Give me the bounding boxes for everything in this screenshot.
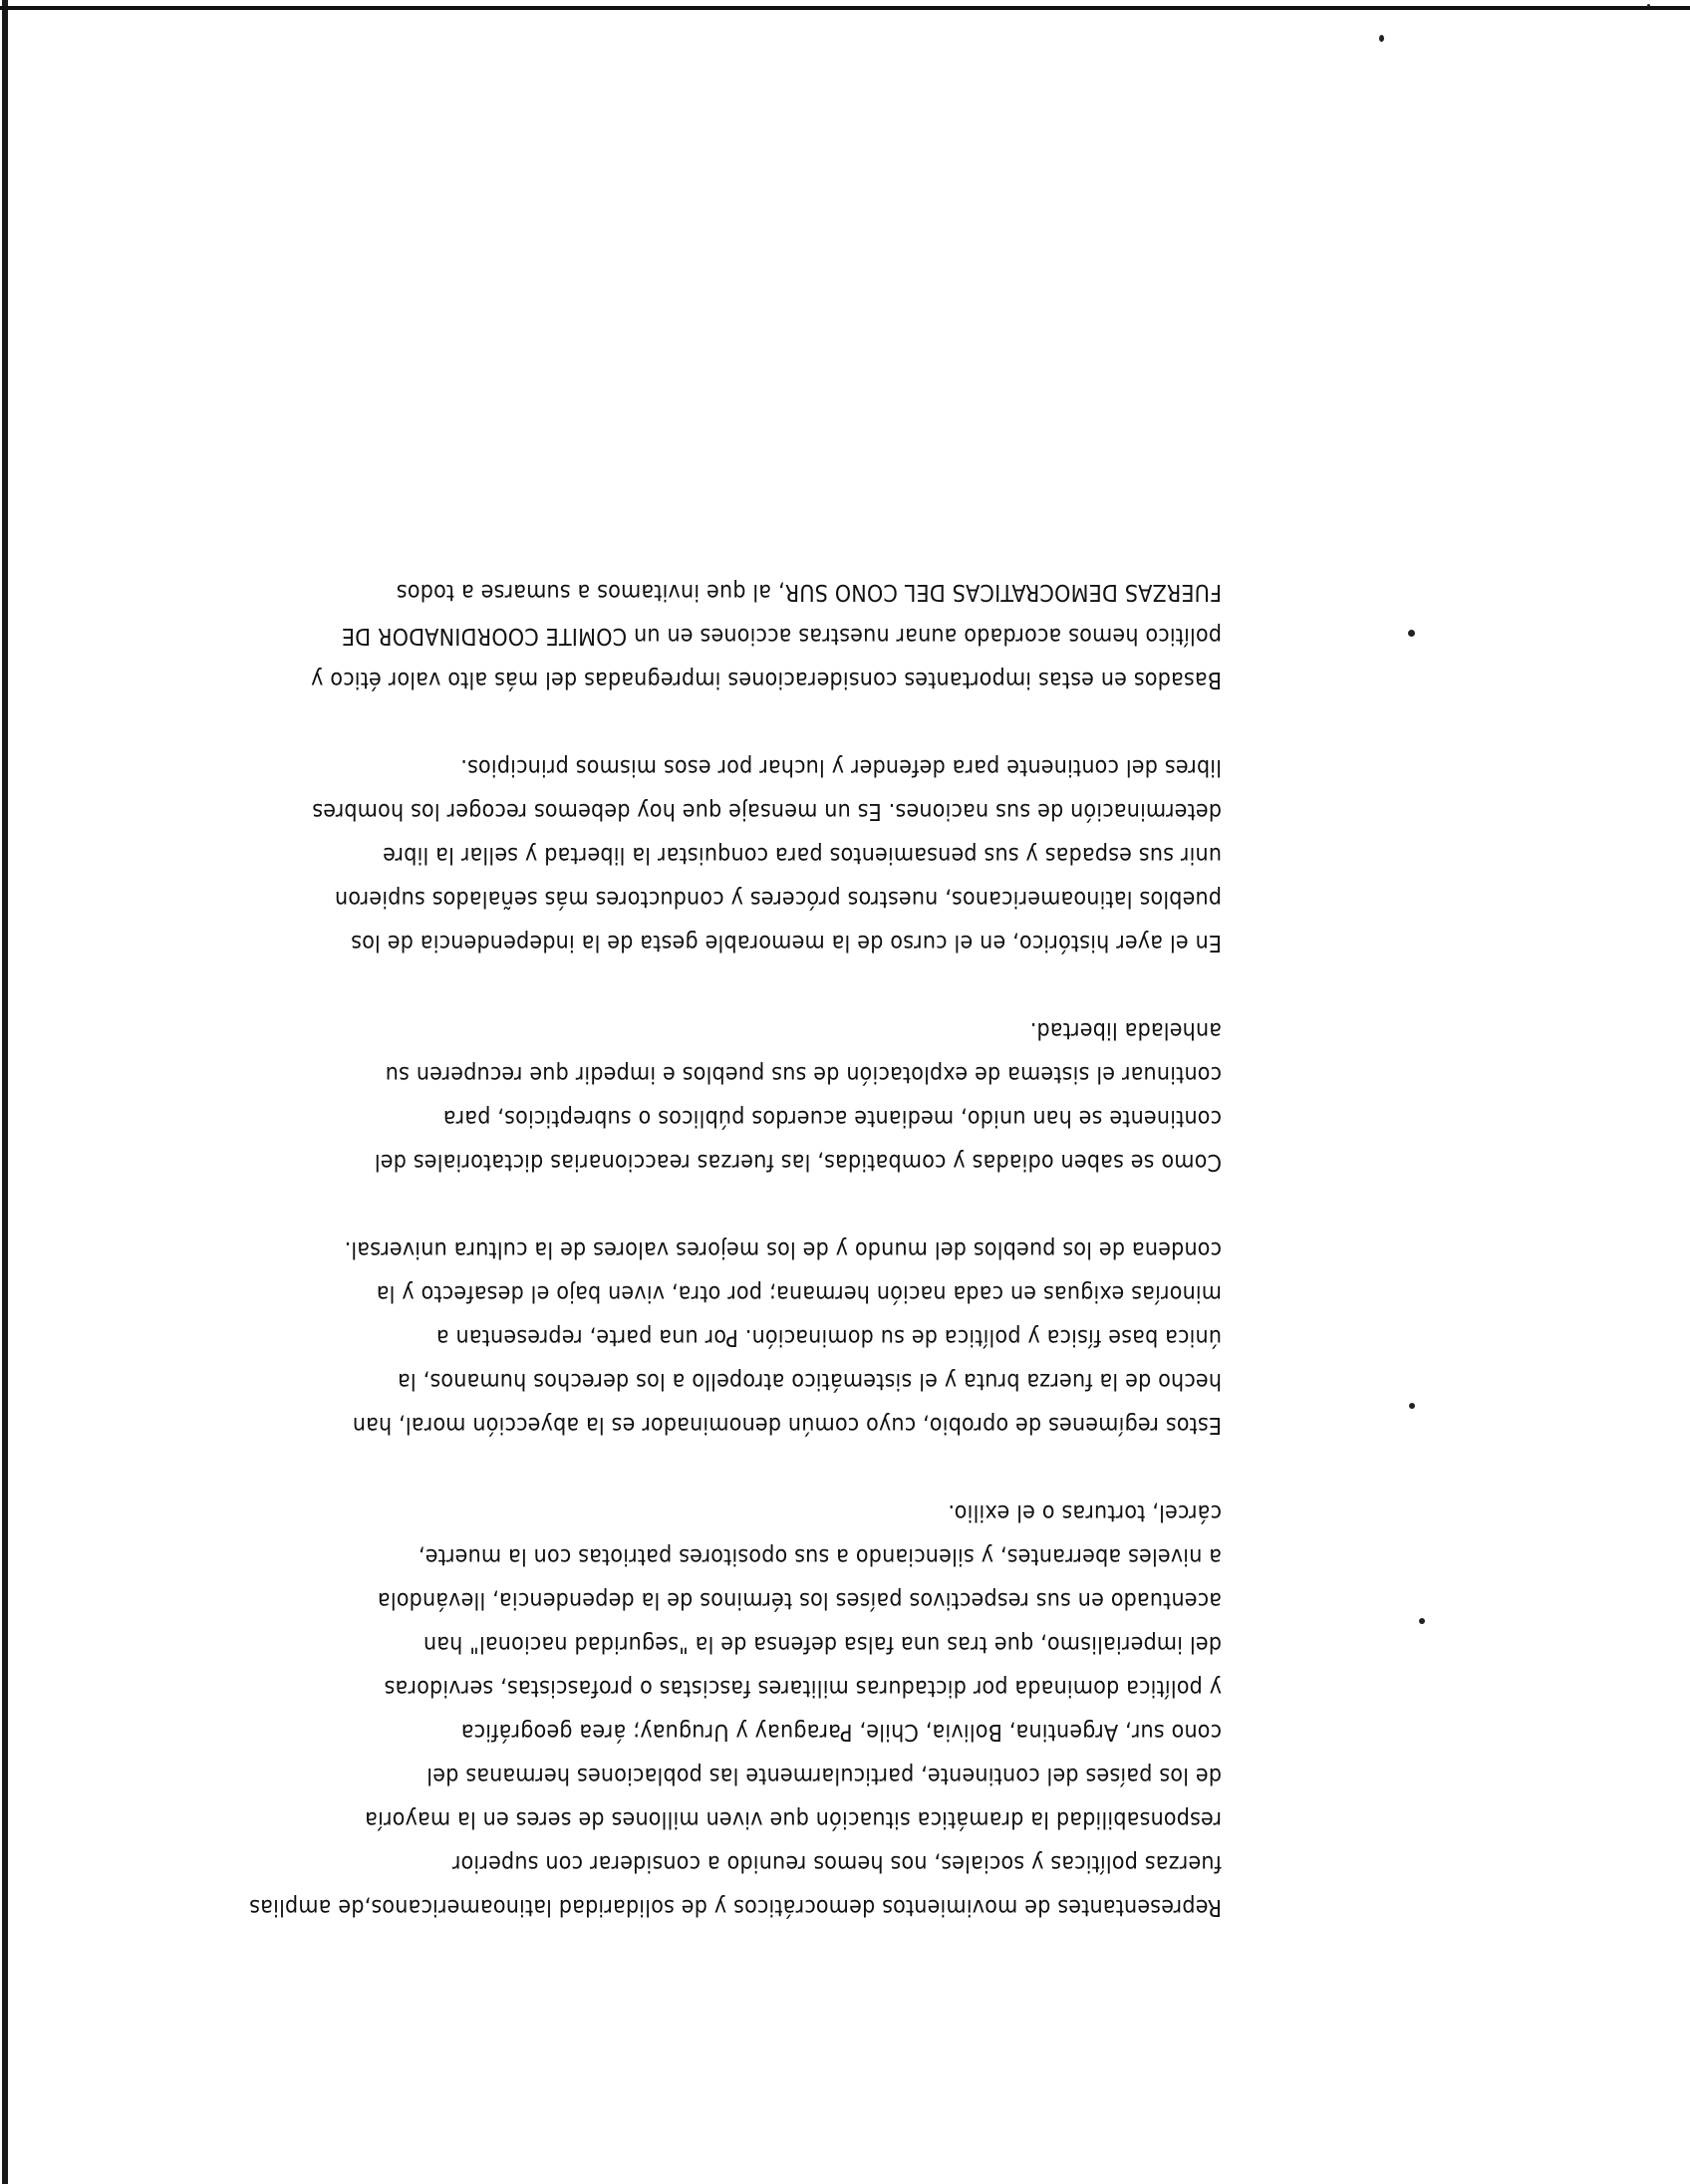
scan-speck	[1409, 1403, 1415, 1409]
text-line: acentuado en sus respectivos países los términos de la dependencia, llevándola	[377, 1587, 1222, 1613]
text-line: Basados en estas importantes consideraciones impregnadas del más alto valor ético y	[310, 667, 1222, 692]
text-line: condena de los pueblos del mundo y de los mejores valores de la cultura universal.	[344, 1236, 1222, 1262]
text-line: continuar el sistema de explotación de sus pueblos e impedir que recuperen su	[385, 1061, 1222, 1087]
text-line: pueblos latinoamericanos, nuestros próceres y conductores más señalados supieron	[334, 886, 1222, 912]
text-line: única base física y política de su dominación. Por una parte, representan a	[435, 1324, 1222, 1350]
text-line: cono sur, Argentina, Bolivia, Chile, Paraguay y Uruguay; área geográfica	[460, 1719, 1222, 1745]
scan-speck	[1419, 1618, 1425, 1624]
text-line: En el ayer histórico, en el curso de la memorable gesta de la independencia de los	[351, 930, 1222, 956]
text-line: anhelada libertad.	[1029, 1017, 1222, 1043]
paragraph-1	[116, 1491, 1222, 1929]
text-line: continente se han unido, mediante acuerdos públicos o subrepticios, para	[442, 1105, 1222, 1131]
scan-speck	[1647, 4, 1650, 7]
text-line: Representantes de movimientos democráticos y de solidaridad latinoamericanos,de amplias	[249, 1894, 1222, 1920]
paragraph-3	[116, 1008, 1222, 1184]
text-line: determinación de sus naciones. Es un mensaje que hoy debemos recoger los hombres	[312, 798, 1222, 824]
paragraph-5	[116, 570, 1222, 701]
scan-edge-border	[2, 0, 8, 2184]
paragraph-2	[116, 1228, 1222, 1447]
paragraph-4	[116, 745, 1222, 964]
text-line: libres del continente para defender y luchar por esos mismos principios.	[460, 754, 1222, 780]
text-line: y política dominada por dictaduras militares fascistas o profascistas, servidoras	[384, 1675, 1222, 1701]
text-line: de los países del continente, particularmente las poblaciones hermanas del	[426, 1763, 1222, 1788]
text-line: del imperialismo, que tras una falsa defensa de la "seguridad nacional" han	[422, 1631, 1222, 1657]
scan-speck	[1379, 35, 1384, 42]
text-line: minorías exiguas en cada nación hermana; por otra, viven bajo el desafecto y la	[376, 1280, 1222, 1306]
text-line: unir sus espadas y sus pensamientos para conquistar la libertad y sellar la libre	[382, 842, 1222, 868]
text-line: FUERZAS DEMOCRATICAS DEL CONO SUR, al que invitamos a sumarse a todos	[396, 579, 1222, 605]
scan-edge-border	[0, 6, 1690, 10]
text-line: hecho de la fuerza bruta y el sistemático atropello a los derechos humanos, la	[397, 1368, 1222, 1394]
text-line: fuerzas políticas y sociales, nos hemos reunido a considerar con superior	[451, 1850, 1222, 1876]
text-line: político hemos acordado aunar nuestras acciones en un COMITE COORDINADOR DE	[341, 623, 1222, 649]
text-line: a niveles aberrantes, y silenciando a sus opositores patriotas con la muerte,	[418, 1543, 1222, 1569]
scan-speck	[1408, 630, 1415, 637]
text-line: cárcel, torturas o el exilio.	[948, 1500, 1222, 1525]
document-body	[116, 526, 1222, 1929]
text-line: responsabilidad la dramática situación que viven millones de seres en la mayoría	[365, 1806, 1222, 1832]
text-line: Estos regímenes de oprobio, cuyo común denominador es la abyección moral, han	[352, 1412, 1222, 1438]
text-line: Como se saben odiadas y combatidas, las fuerzas reaccionarias dictatoriales del	[374, 1149, 1222, 1175]
